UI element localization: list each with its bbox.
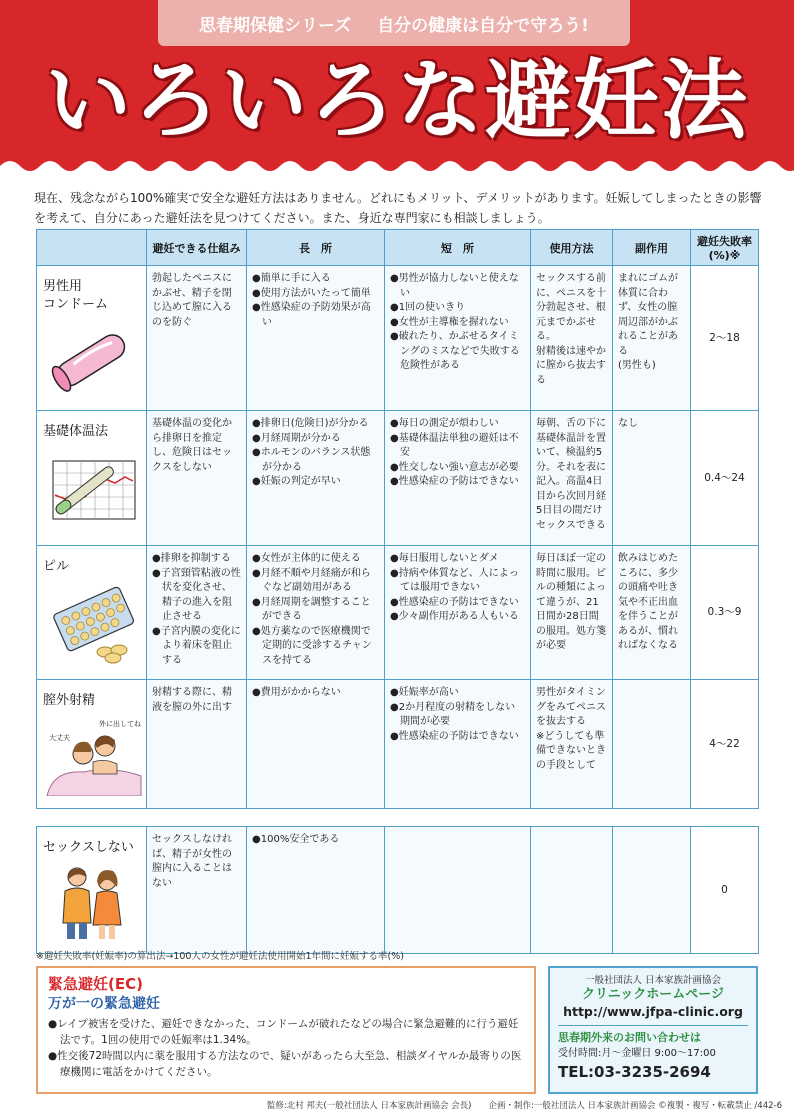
ec-item: ●レイプ被害を受けた、避妊できなかった、コンドームが破れたなどの場合に緊急避難的に行う避妊法です。1回の使用での妊娠率は1.34%。 bbox=[48, 1018, 519, 1046]
failure-rate-cell: 0 bbox=[691, 827, 759, 954]
pros-item: ●ホルモンのバランス状態が分かる bbox=[252, 447, 371, 473]
cons-cell bbox=[385, 411, 531, 546]
side-effect-cell: 飲みはじめたころに、多少の頭痛や吐き気や不正出血を伴うことがあるが、慣れればなくなる bbox=[613, 546, 691, 680]
method-cell bbox=[37, 266, 147, 411]
method-name: 基礎体温法 bbox=[43, 424, 109, 439]
cons-item: ●基礎体温法単独の避妊は不安 bbox=[390, 432, 519, 458]
col-header-cons: 短 所 bbox=[385, 230, 531, 266]
pros-item: ●性感染症の予防効果が高い bbox=[252, 302, 371, 328]
failure-rate-cell: 0.3〜9 bbox=[691, 546, 759, 680]
usage-cell: 男性がタイミングをみてペニスを抜去する ※どうしても準備できないときの手段として bbox=[531, 680, 613, 809]
mechanism-cell bbox=[147, 546, 247, 680]
failure-rate-cell: 2〜18 bbox=[691, 266, 759, 411]
mechanism-item: ●子宮内膜の変化により着床を阻止する bbox=[152, 625, 241, 666]
table-row bbox=[37, 546, 759, 680]
pros-item: ●簡単に手に入る bbox=[252, 273, 331, 284]
pros-item: ●妊娠の判定が早い bbox=[252, 476, 341, 487]
table-row bbox=[37, 266, 759, 411]
cons-item: ●毎日の測定が煩わしい bbox=[390, 418, 499, 429]
pros-item: ●費用がかからない bbox=[252, 687, 341, 698]
credits-line: 監修:北村 邦夫(一般社団法人 日本家族計画協会 会長) 企画・制作:一般社団法人 日本家族計画協会 ©複製・複写・転載禁止 /442-6 bbox=[266, 1101, 782, 1111]
series-name: 思春期保健シリーズ bbox=[199, 15, 352, 36]
method-name: セックスしない bbox=[43, 840, 134, 855]
pros-item: ●女性が主体的に使える bbox=[252, 553, 361, 564]
cons-item: ●破れたり、かぶせるタイミングのミスなどで失敗する危険性がある bbox=[390, 331, 520, 371]
mechanism-item: ●排卵を抑制する bbox=[152, 553, 231, 564]
speech-bubble-text: 外に出してね bbox=[99, 720, 141, 728]
clinic-org: 一般社団法人 日本家族計画協会 bbox=[584, 975, 722, 986]
table-gap-row bbox=[37, 809, 759, 827]
method-name: 男性用 コンドーム bbox=[43, 279, 109, 312]
clinic-phone[interactable]: TEL:03-3235-2694 bbox=[558, 1063, 711, 1081]
clinic-hours: 受付時間:月〜金曜日 9:00〜17:00 bbox=[558, 1048, 716, 1059]
cons-item: ●2か月程度の射精をしない期間が必要 bbox=[390, 701, 516, 727]
table-row bbox=[37, 827, 759, 954]
clinic-homepage-label: クリニックホームページ bbox=[582, 987, 724, 1002]
pros-item: ●月経不順や月経痛が和らぐなど副効用がある bbox=[252, 567, 371, 593]
couple-standing-illustration bbox=[43, 861, 139, 941]
pros-cell bbox=[247, 411, 385, 546]
failure-rate-cell: 0.4〜24 bbox=[691, 411, 759, 546]
table-row bbox=[37, 680, 759, 809]
mechanism-cell: 勃起したペニスにかぶせ、精子を閉じ込めて膣に入るのを防ぐ bbox=[147, 266, 247, 411]
cons-item: ●毎日服用しないとダメ bbox=[390, 553, 499, 564]
usage-cell: セックスする前に、ペニスを十分勃起させ、根元までかぶせる。 射精後は速やかに膣から抜去する bbox=[531, 266, 613, 411]
cons-item: ●性感染症の予防はできない bbox=[390, 596, 519, 608]
couple-in-bed-illustration bbox=[43, 714, 143, 796]
clinic-info-box bbox=[548, 966, 758, 1094]
cons-item: ●1回の使いきり bbox=[390, 302, 466, 313]
series-slogan: 自分の健康は自分で守ろう! bbox=[377, 15, 589, 36]
col-header-mechanism: 避妊できる仕組み bbox=[147, 230, 247, 266]
pros-item: ●月経周期が分かる bbox=[252, 432, 341, 444]
ec-subtitle: 万が一の緊急避妊 bbox=[48, 996, 160, 1012]
cons-cell bbox=[385, 680, 531, 809]
side-effect-cell bbox=[613, 680, 691, 809]
page-title: いろいろな避妊法 bbox=[45, 51, 749, 151]
cons-item: ●妊娠率が高い bbox=[390, 687, 459, 698]
pros-item: ●100%安全である bbox=[252, 834, 340, 845]
header-banner bbox=[0, 0, 794, 176]
method-name: ピル bbox=[43, 559, 70, 574]
cons-item: ●性交しない強い意志が必要 bbox=[390, 461, 519, 473]
wave-divider bbox=[0, 154, 794, 176]
cons-cell bbox=[385, 827, 531, 954]
condom-illustration bbox=[43, 318, 139, 398]
thermometer-chart-illustration bbox=[43, 445, 139, 525]
failure-rate-footnote: ※避妊失敗率(妊娠率)の算出法→100人の女性が避妊法使用開始1年間に妊娠する率(%) bbox=[36, 951, 404, 962]
pros-cell bbox=[247, 266, 385, 411]
cons-item: ●女性が主導権を握れない bbox=[390, 316, 509, 328]
table-row bbox=[37, 411, 759, 546]
failure-rate-cell: 4〜22 bbox=[691, 680, 759, 809]
method-cell bbox=[37, 546, 147, 680]
method-cell bbox=[37, 680, 147, 809]
col-header-usage: 使用方法 bbox=[531, 230, 613, 266]
method-cell bbox=[37, 411, 147, 546]
pros-cell bbox=[247, 827, 385, 954]
pros-cell bbox=[247, 546, 385, 680]
mechanism-item: ●子宮頸管粘液の性状を変化させ、精子の進入を阻止させる bbox=[152, 567, 241, 622]
cons-item: ●性感染症の予防はできない bbox=[390, 476, 519, 487]
ec-title: 緊急避妊(EC) bbox=[48, 975, 143, 993]
side-effect-cell: なし bbox=[613, 411, 691, 546]
cons-cell bbox=[385, 546, 531, 680]
cons-item: ●持病や体質など、人によっては服用できない bbox=[390, 567, 519, 593]
usage-cell: 毎日ほぼ一定の時間に服用。ピルの種類によって違うが、21日間か28日間の服用。処方箋が必要 bbox=[531, 546, 613, 680]
intro-text: 現在、残念ながら100%確実で安全な避妊方法はありません。どれにもメリット、デメリットがあります。妊娠してしまったときの影響を考えて、自分にあった避妊法を見つけてください。また、身近な専門家にも相談しましょう。 bbox=[34, 191, 762, 225]
col-header-pros: 長 所 bbox=[247, 230, 385, 266]
cons-item: ●少々副作用がある人もいる bbox=[390, 611, 519, 622]
emergency-contraception-box bbox=[36, 966, 536, 1094]
pros-item: ●処方薬なので医療機関で定期的に受診するチャンスを持てる bbox=[252, 625, 372, 666]
usage-cell: 毎朝、舌の下に基礎体温計を置いて、検温約5分。それを表に記入。高温4日目から次回月経5日目の間だけセックスできる bbox=[531, 411, 613, 546]
cons-cell bbox=[385, 266, 531, 411]
clinic-inquiry-label: 思春期外来のお問い合わせは bbox=[558, 1031, 701, 1044]
col-header-failure-rate: 避妊失敗率(%)※ bbox=[691, 230, 759, 266]
pill-pack-illustration bbox=[43, 580, 139, 664]
method-cell bbox=[37, 827, 147, 954]
table-header-row bbox=[37, 230, 759, 266]
speech-bubble-text: 大丈夫 bbox=[49, 734, 70, 742]
col-header-side-effects: 副作用 bbox=[613, 230, 691, 266]
cons-item: ●性感染症の予防はできない bbox=[390, 730, 519, 742]
series-tab bbox=[158, 0, 630, 46]
mechanism-cell: 射精する際に、精液を膣の外に出す bbox=[147, 680, 247, 809]
contraception-table bbox=[36, 229, 759, 954]
usage-cell bbox=[531, 827, 613, 954]
col-header-method bbox=[37, 230, 147, 266]
ec-item: ●性交後72時間以内に薬を服用する方法なので、疑いがあったら大至急、相談ダイヤルか最寄りの医療機関に電話をかけてください。 bbox=[48, 1050, 522, 1078]
method-name: 膣外射精 bbox=[43, 693, 96, 708]
pros-item: ●排卵日(危険日)が分かる bbox=[252, 418, 369, 429]
cons-item: ●男性が協力しないと使えない bbox=[390, 273, 519, 299]
mechanism-cell: 基礎体温の変化から排卵日を推定し、危険日はセックスをしない bbox=[147, 411, 247, 546]
side-effect-cell: まれにゴムが体質に合わず、女性の膣周辺部がかぶれることがある (男性も) bbox=[613, 266, 691, 411]
pros-item: ●月経周期を調整することができる bbox=[252, 596, 371, 622]
mechanism-cell: セックスしなければ、精子が女性の膣内に入ることはない bbox=[147, 827, 247, 954]
clinic-url-link[interactable]: http://www.jfpa-clinic.org bbox=[558, 1003, 748, 1026]
side-effect-cell bbox=[613, 827, 691, 954]
pros-item: ●使用方法がいたって簡単 bbox=[252, 287, 371, 299]
pros-cell bbox=[247, 680, 385, 809]
